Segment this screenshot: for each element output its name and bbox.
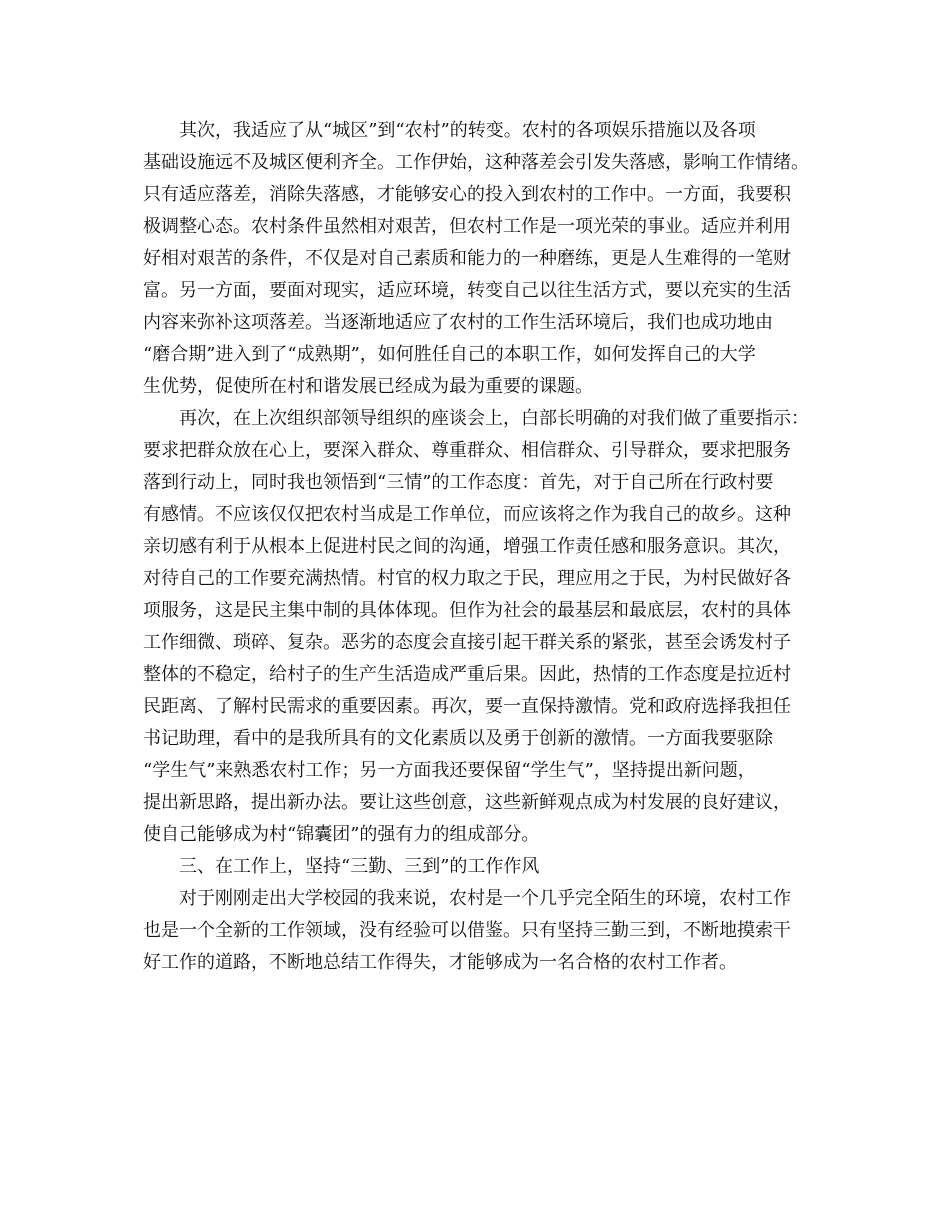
- paragraph-line: 要求把群众放在心上，要深入群众、尊重群众、相信群众、引导群众，要求把服务: [143, 440, 791, 461]
- paragraph-line: 对待自己的工作要充满热情。村官的权力取之于民，理应用之于民，为村民做好各: [143, 568, 791, 589]
- paragraph-line: 亲切感有利于从根本上促进村民之间的沟通，增强工作责任感和服务意识。其次，: [143, 536, 791, 557]
- section-heading: 三、在工作上，坚持“三勤、三到”的工作作风: [179, 856, 540, 877]
- paragraph-line: 整体的不稳定，给村子的生产生活造成严重后果。因此，热情的工作态度是拉近村: [143, 664, 791, 685]
- paragraph-line: 提出新思路，提出新办法。要让这些创意，这些新鲜观点成为村发展的良好建议，: [143, 792, 791, 813]
- paragraph-line: 其次，我适应了从“城区”到“农村”的转变。农村的各项娱乐措施以及各项: [179, 120, 756, 141]
- paragraph-line: 基础设施远不及城区便利齐全。工作伊始，这种落差会引发失落感，影响工作情绪。: [143, 152, 809, 173]
- paragraph-line: 民距离、了解村民需求的重要因素。再次，要一直保持激情。党和政府选择我担任: [143, 696, 791, 717]
- paragraph-line: 富。另一方面，要面对现实，适应环境，转变自己以往生活方式，要以充实的生活: [143, 280, 791, 301]
- paragraph-line: 极调整心态。农村条件虽然相对艰苦，但农村工作是一项光荣的事业。适应并利用: [143, 216, 791, 237]
- paragraph-line: 好工作的道路，不断地总结工作得失，才能够成为一名合格的农村工作者。: [143, 952, 737, 973]
- paragraph-line: 好相对艰苦的条件，不仅是对自己素质和能力的一种磨练，更是人生难得的一笔财: [143, 248, 791, 269]
- paragraph-line: 再次，在上次组织部领导组织的座谈会上，白部长明确的对我们做了重要指示：: [179, 408, 809, 429]
- paragraph-line: 只有适应落差，消除失落感，才能够安心的投入到农村的工作中。一方面，我要积: [143, 184, 791, 205]
- paragraph-line: 使自己能够成为村“锦囊团”的强有力的组成部分。: [143, 824, 540, 845]
- paragraph-line: 也是一个全新的工作领域，没有经验可以借鉴。只有坚持三勤三到，不断地摸索干: [143, 920, 791, 941]
- paragraph-line: “磨合期”进入到了“成熟期”，如何胜任自己的本职工作，如何发挥自己的大学: [143, 344, 756, 365]
- paragraph-line: 落到行动上，同时我也领悟到“三情”的工作态度：首先，对于自己所在行政村要: [143, 472, 774, 493]
- paragraph-line: 项服务，这是民主集中制的具体体现。但作为社会的最基层和最底层，农村的具体: [143, 600, 791, 621]
- paragraph-line: 内容来弥补这项落差。当逐渐地适应了农村的工作生活环境后，我们也成功地由: [143, 312, 773, 333]
- document-body: [143, 115, 815, 979]
- paragraph-line: 生优势，促使所在村和谐发展已经成为最为重要的课题。: [143, 376, 593, 397]
- paragraph-line: 工作细微、琐碎、复杂。恶劣的态度会直接引起干群关系的紧张，甚至会诱发村子: [143, 632, 791, 653]
- paragraph-line: 书记助理，看中的是我所具有的文化素质以及勇于创新的激情。一方面我要驱除: [143, 728, 773, 749]
- paragraph-line: “学生气”来熟悉农村工作；另一方面我还要保留“学生气”，坚持提出新问题，: [143, 760, 756, 781]
- paragraph-line: 对于刚刚走出大学校园的我来说，农村是一个几乎完全陌生的环境，农村工作: [179, 888, 791, 909]
- paragraph-line: 有感情。不应该仅仅把农村当成是工作单位，而应该将之作为我自己的故乡。这种: [143, 504, 791, 525]
